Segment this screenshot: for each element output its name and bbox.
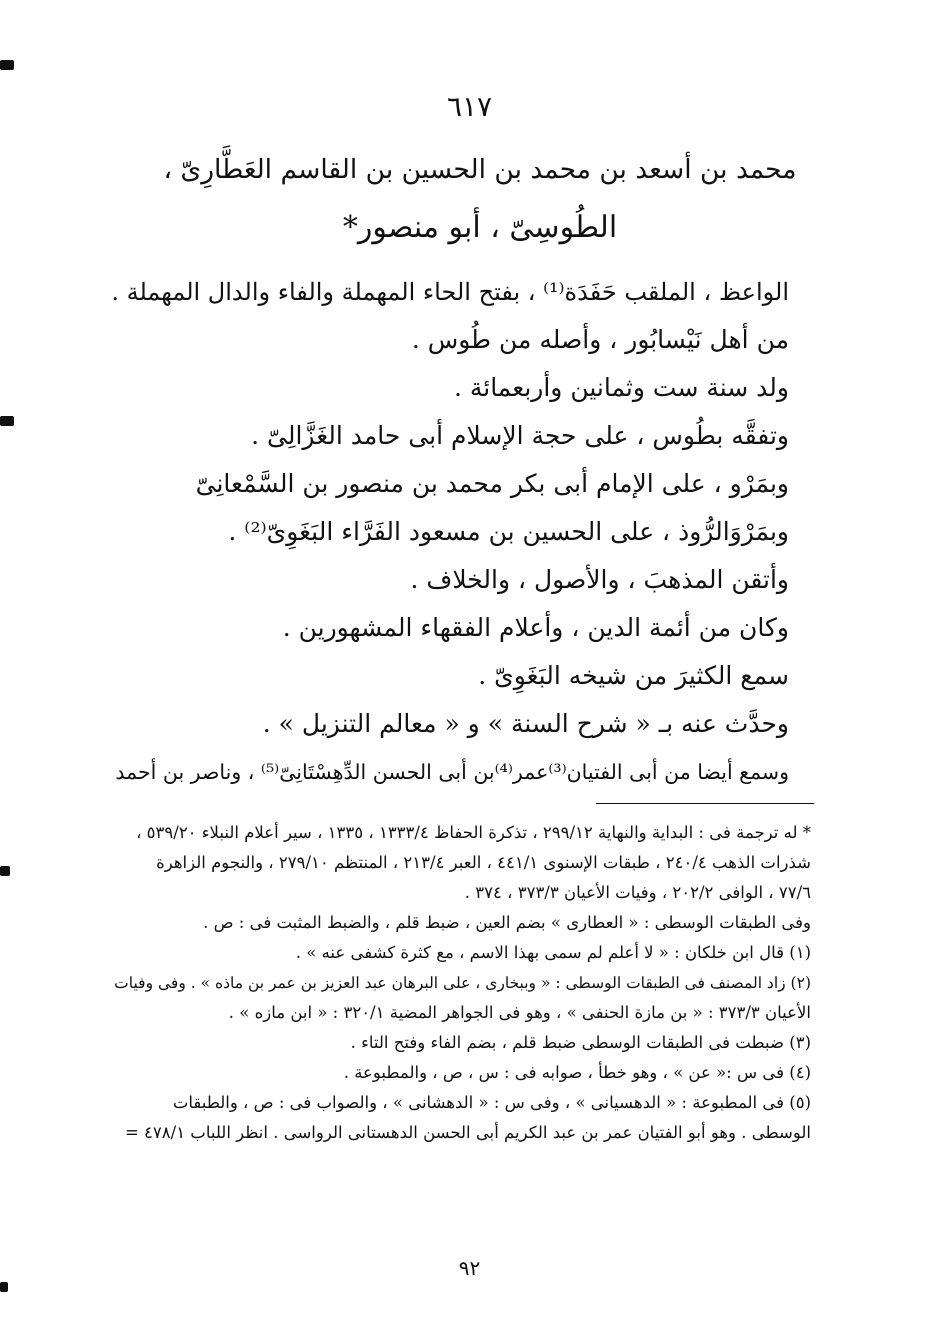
body-line: وتفقَّه بطُوس ، على حجة الإسلام أبى حامد الغَزَّالِىّ . <box>251 421 789 450</box>
footnote-line: شذرات الذهب ٢٤٠/٤ ، طبقات الإسنوى ٤٤١/١ ، العبر ٢١٣/٤ ، المنتظم ٢٧٩/١٠ ، والنجوم الزاهرة <box>156 853 811 872</box>
footnote-line: الأعيان ٣٧٣/٣ : « بن مازة الحنفى » ، وهو فى الجواهر المضية ٣٢٠/١ : « ابن مازه » . <box>228 1003 811 1022</box>
scan-edge-mark-1 <box>0 60 14 70</box>
footnote-line: الوسطى . وهو أبو الفتيان عمر بن عبد الكريم أبى الحسن الدهستانى الرواسى . انظر اللباب ٤٧٨/١ = <box>124 1123 811 1142</box>
footnote-line: (٣) ضبطت فى الطبقات الوسطى ضبط قلم ، بضم الفاء وفتح التاء . <box>350 1033 811 1052</box>
footnote-line: وفى الطبقات الوسطى : « العطارى » بضم العين ، ضبط قلم ، والضبط المثبت فى : ص . <box>203 913 811 932</box>
body-text <box>109 268 789 796</box>
body-line: الواعظ ، الملقب حَفَدَة⁽¹⁾ ، بفتح الحاء المهملة والفاء والدال المهملة . <box>111 278 789 306</box>
footnote-line: (٢) زاد المصنف فى الطبقات الوسطى : « وببخارى ، على البرهان عبد العزيز بن عمر بن ماذه » . وفى وفيات <box>114 974 811 992</box>
scan-edge-mark-2 <box>0 416 14 426</box>
body-line: وسمع أيضا من أبى الفتيان⁽³⁾عمر⁽⁴⁾بن أبى الحسن الدِّهِسْتَانِىّ⁽⁵⁾ ، وناصر بن أحمد <box>115 760 789 784</box>
footnote-line: ٧٧/٦ ، الوافى ٢٠٢/٢ ، وفيات الأعيان ٣٧٣/٣ ، ٣٧٤ . <box>464 883 811 902</box>
body-line: وأتقن المذهبَ ، والأصول ، والخلاف . <box>410 565 789 594</box>
scan-edge-mark-3 <box>0 866 10 876</box>
footnote-line: (١) قال ابن خلكان : « لا أعلم لم سمى بهذا الاسم ، مع كثرة كشفى عنه » . <box>295 943 811 962</box>
footnote-divider <box>596 803 814 804</box>
page-number: ٦١٧ <box>446 90 493 123</box>
body-line: وحدَّث عنه بـ « شرح السنة » و « معالم التنزيل » . <box>262 709 789 738</box>
body-line: وبمَرْوَالرُّوذ ، على الحسين بن مسعود الفَرَّاء البَغَوِىّ⁽²⁾ . <box>228 517 789 546</box>
body-line: وبمَرْو ، على الإمام أبى بكر محمد بن منصور بن السَّمْعانِىّ <box>195 469 789 498</box>
signature-number: ٩٢ <box>458 1256 481 1280</box>
scan-edge-mark-4 <box>0 1282 8 1292</box>
footnotes <box>111 818 811 1148</box>
footnote-line: (٥) فى المطبوعة : « الدهسيانى » ، وفى س : « الدهشانى » ، والصواب فى : ص ، والطبقات <box>172 1093 811 1112</box>
footnote-line: * له ترجمة فى : البداية والنهاية ٢٩٩/١٢ ، تذكرة الحفاظ ١٣٣٣/٤ ، ١٣٣٥ ، سير أعلام النبلاء ٥٣٩/٢٠ ، <box>136 823 811 842</box>
body-line: من أهل نَيْسابُور ، وأصله من طُوس . <box>411 325 789 354</box>
body-line: سمع الكثيرَ من شيخه البَغَوِىّ . <box>478 661 789 690</box>
entry-title-line-2: الطُوسِىّ ، أبو منصور* <box>342 210 618 245</box>
body-line: ولد سنة ست وثمانين وأربعمائة . <box>453 373 789 402</box>
entry-title-line-1: محمد بن أسعد بن محمد بن الحسين بن القاسم العَطَّارِىّ ، <box>163 154 797 185</box>
footnote-line: (٤) فى س :« عن » ، وهو خطأ ، صوابه فى : س ، ص ، والمطبوعة . <box>343 1063 811 1082</box>
body-line: وكان من أئمة الدين ، وأعلام الفقهاء المشهورين . <box>282 613 789 642</box>
